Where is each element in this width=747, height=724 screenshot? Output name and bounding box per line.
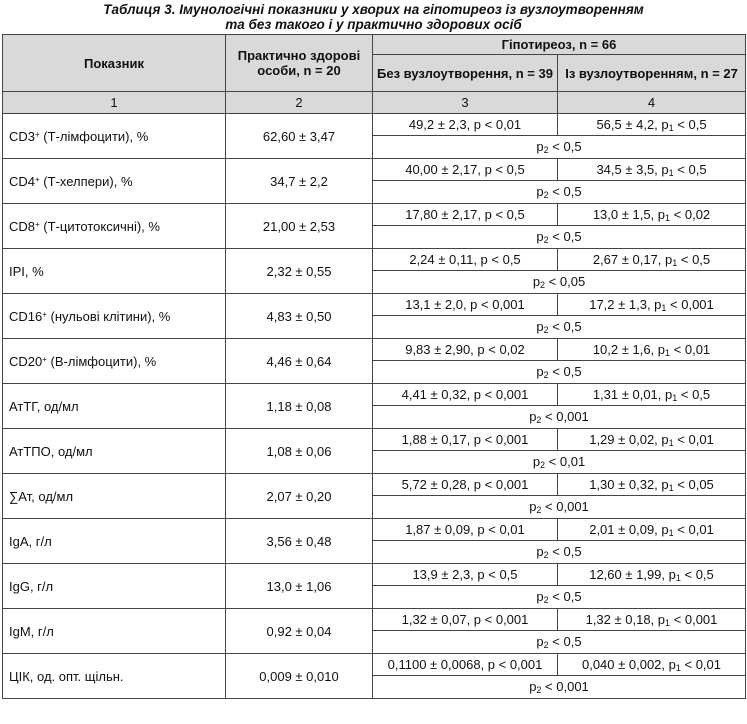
with-nodules-cell: 12,60 ± 1,99, $p_1 < 0,5$ (558, 564, 746, 586)
column-number: 4 (558, 92, 746, 114)
column-number: 2 (226, 92, 373, 114)
caption-line-2: та без такого і у практично здорових осіб (225, 17, 522, 32)
table-row (3, 339, 746, 361)
p2-cell: $p_2 < 0,5$ (373, 361, 746, 384)
p2-cell: $p_2 < 0,5$ (373, 316, 746, 339)
p2-cell: $p_2 < 0,5$ (373, 586, 746, 609)
without-nodules-cell: 49,2 ± 2,3, p < 0,01 (373, 114, 558, 136)
data-table (2, 34, 746, 699)
header-indicator: Показник (3, 35, 226, 92)
healthy-cell: 1,08 ± 0,06 (226, 429, 373, 474)
without-nodules-cell: 40,00 ± 2,17, p < 0,5 (373, 159, 558, 181)
p2-cell: $p_2 < 0,001$ (373, 676, 746, 699)
indicator-cell: CD8+ (Т-цитотоксичні), % (3, 204, 226, 249)
indicator-cell: CD20+ (В-лімфоцити), % (3, 339, 226, 384)
without-nodules-cell: 1,88 ± 0,17, p < 0,001 (373, 429, 558, 451)
without-nodules-cell: 4,41 ± 0,32, p < 0,001 (373, 384, 558, 406)
indicator-cell: ∑Ат, од/мл (3, 474, 226, 519)
p2-cell: $p_2 < 0,001$ (373, 406, 746, 429)
healthy-cell: 3,56 ± 0,48 (226, 519, 373, 564)
healthy-cell: 1,18 ± 0,08 (226, 384, 373, 429)
p2-cell: $p_2 < 0,5$ (373, 136, 746, 159)
indicator-cell: АтТПО, од/мл (3, 429, 226, 474)
indicator-cell: IgG, г/л (3, 564, 226, 609)
with-nodules-cell: 2,01 ± 0,09, $p_1 < 0,01$ (558, 519, 746, 541)
healthy-cell: 2,32 ± 0,55 (226, 249, 373, 294)
with-nodules-cell: 0,040 ± 0,002, $p_1 < 0,01$ (558, 654, 746, 676)
indicator-cell: ЦІК, од. опт. щільн. (3, 654, 226, 699)
healthy-cell: 4,83 ± 0,50 (226, 294, 373, 339)
with-nodules-cell: 1,31 ± 0,01, $p_1 < 0,5$ (558, 384, 746, 406)
header-hypothyroidism: Гіпотиреоз, n = 66 (373, 35, 746, 55)
without-nodules-cell: 9,83 ± 2,90, p < 0,02 (373, 339, 558, 361)
table-caption (0, 0, 747, 34)
p2-cell: $p_2 < 0,5$ (373, 631, 746, 654)
with-nodules-cell: 2,67 ± 0,17, $p_1 < 0,5$ (558, 249, 746, 271)
healthy-cell: 2,07 ± 0,20 (226, 474, 373, 519)
caption-line-1: Таблиця 3. Імунологічні показники у хворих на гіпотиреоз із вузлоутворенням (103, 2, 644, 17)
healthy-cell: 62,60 ± 3,47 (226, 114, 373, 159)
without-nodules-cell: 1,87 ± 0,09, p < 0,01 (373, 519, 558, 541)
indicator-cell: CD16+ (нульові клітини), % (3, 294, 226, 339)
healthy-cell: 13,0 ± 1,06 (226, 564, 373, 609)
p2-cell: $p_2 < 0,05$ (373, 271, 746, 294)
indicator-cell: IPI, % (3, 249, 226, 294)
without-nodules-cell: 0,1100 ± 0,0068, p < 0,001 (373, 654, 558, 676)
p2-cell: $p_2 < 0,01$ (373, 451, 746, 474)
indicator-cell: IgA, г/л (3, 519, 226, 564)
header-without-nodules: Без вузлоутворення, n = 39 (373, 55, 558, 92)
table-row (3, 384, 746, 406)
table-row (3, 294, 746, 316)
table-row (3, 249, 746, 271)
table-row (3, 159, 746, 181)
indicator-cell: АтТГ, од/мл (3, 384, 226, 429)
indicator-cell: CD3+ (Т-лімфоцити), % (3, 114, 226, 159)
with-nodules-cell: 13,0 ± 1,5, $p_1 < 0,02$ (558, 204, 746, 226)
table-row (3, 519, 746, 541)
without-nodules-cell: 17,80 ± 2,17, p < 0,5 (373, 204, 558, 226)
healthy-cell: 0,92 ± 0,04 (226, 609, 373, 654)
without-nodules-cell: 13,1 ± 2,0, p < 0,001 (373, 294, 558, 316)
table-row (3, 114, 746, 136)
table-body (3, 114, 746, 699)
p2-cell: $p_2 < 0,5$ (373, 181, 746, 204)
indicator-cell: CD4+ (Т-хелпери), % (3, 159, 226, 204)
with-nodules-cell: 1,29 ± 0,02, $p_1 < 0,01$ (558, 429, 746, 451)
column-number: 3 (373, 92, 558, 114)
without-nodules-cell: 1,32 ± 0,07, p < 0,001 (373, 609, 558, 631)
column-number: 1 (3, 92, 226, 114)
healthy-cell: 4,46 ± 0,64 (226, 339, 373, 384)
p2-cell: $p_2 < 0,001$ (373, 496, 746, 519)
table-row (3, 564, 746, 586)
table-row (3, 654, 746, 676)
p2-cell: $p_2 < 0,5$ (373, 541, 746, 564)
without-nodules-cell: 2,24 ± 0,11, p < 0,5 (373, 249, 558, 271)
healthy-cell: 0,009 ± 0,010 (226, 654, 373, 699)
table-row (3, 429, 746, 451)
header-with-nodules: Із вузлоутворенням, n = 27 (558, 55, 746, 92)
with-nodules-cell: 56,5 ± 4,2, $p_1 < 0,5$ (558, 114, 746, 136)
table-row (3, 609, 746, 631)
table-row (3, 474, 746, 496)
indicator-cell: IgM, г/л (3, 609, 226, 654)
without-nodules-cell: 13,9 ± 2,3, p < 0,5 (373, 564, 558, 586)
with-nodules-cell: 10,2 ± 1,6, $p_1 < 0,01$ (558, 339, 746, 361)
healthy-cell: 21,00 ± 2,53 (226, 204, 373, 249)
with-nodules-cell: 1,30 ± 0,32, $p_1 < 0,05$ (558, 474, 746, 496)
header-healthy: Практично здорові особи, n = 20 (226, 35, 373, 92)
p2-cell: $p_2 < 0,5$ (373, 226, 746, 249)
table-row (3, 204, 746, 226)
healthy-cell: 34,7 ± 2,2 (226, 159, 373, 204)
without-nodules-cell: 5,72 ± 0,28, p < 0,001 (373, 474, 558, 496)
with-nodules-cell: 17,2 ± 1,3, $p_1 < 0,001$ (558, 294, 746, 316)
with-nodules-cell: 1,32 ± 0,18, $p_1 < 0,001$ (558, 609, 746, 631)
with-nodules-cell: 34,5 ± 3,5, $p_1 < 0,5$ (558, 159, 746, 181)
